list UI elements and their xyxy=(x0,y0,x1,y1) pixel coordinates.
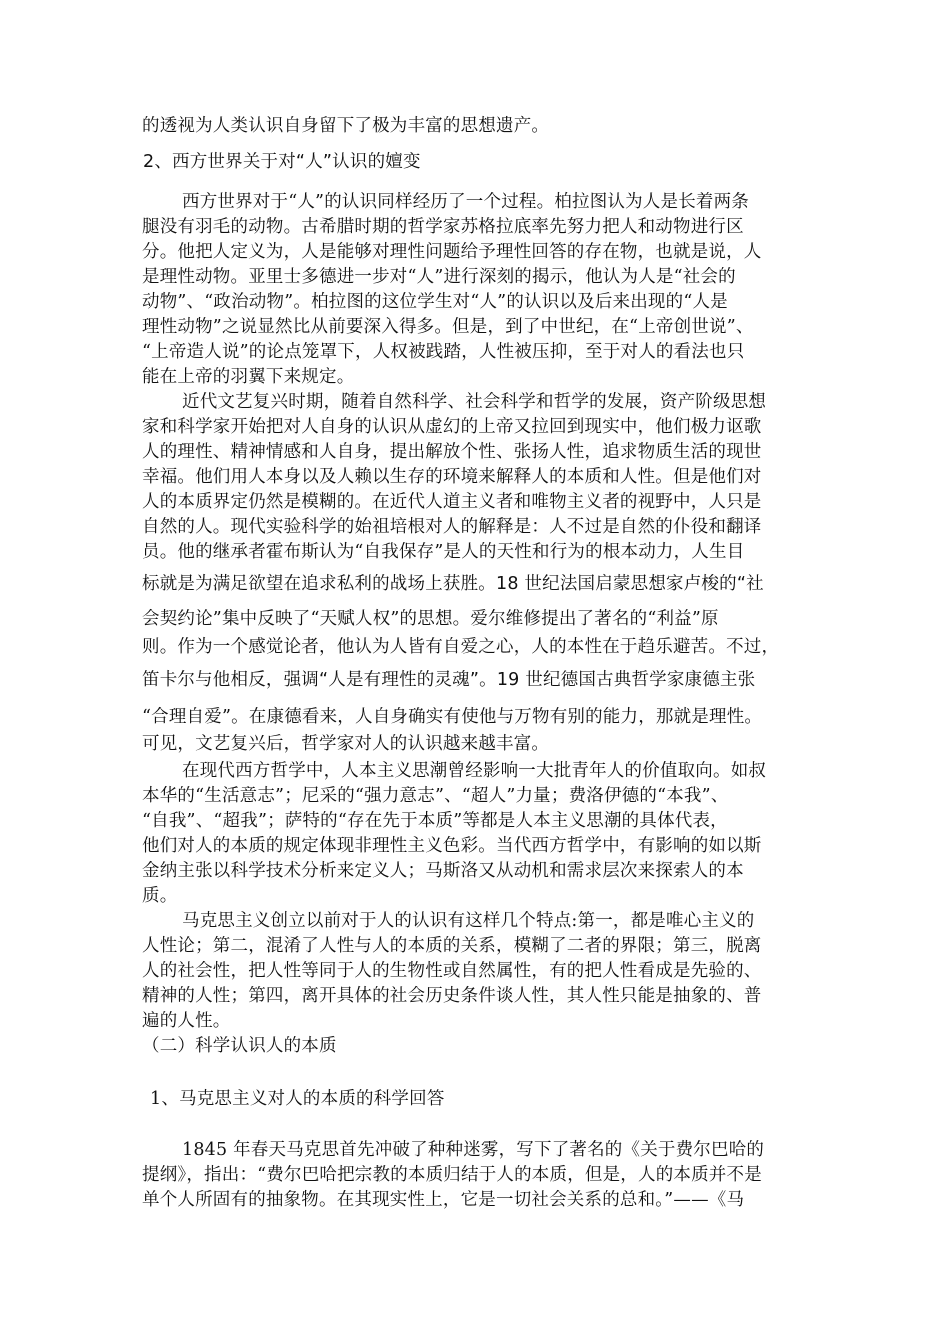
section-heading: （二）科学认识人的本质 xyxy=(142,1036,337,1056)
paragraph-line: 人性论；第二，混淆了人性与人的本质的关系，模糊了二者的界限；第三，脱离 xyxy=(142,936,762,956)
paragraph-line: 质。 xyxy=(142,886,178,906)
paragraph-line: 可见，文艺复兴后，哲学家对人的认识越来越丰富。 xyxy=(142,734,550,754)
paragraph-line: 单个人所固有的抽象物。在其现实性上，它是一切社会关系的总和。”——《马 xyxy=(142,1190,745,1210)
paragraph-line: 人的社会性，把人性等同于人的生物性或自然属性，有的把人性看成是先验的、 xyxy=(142,961,762,981)
paragraph-line: 则。作为一个感觉论者，他认为人皆有自爱之心，人的本性在于趋乐避苦。不过， xyxy=(142,637,780,657)
paragraph-line: 他们对人的本质的规定体现非理性主义色彩。当代西方哲学中，有影响的如以斯 xyxy=(142,836,762,856)
paragraph-line: “自我”、“超我”；萨特的“存在先于本质”等都是人本主义思潮的具体代表， xyxy=(142,811,728,831)
paragraph-line: 腿没有羽毛的动物。古希腊时期的哲学家苏格拉底率先努力把人和动物进行区 xyxy=(142,217,744,237)
paragraph-line: 人的理性、精神情感和人自身，提出解放个性、张扬人性，追求物质生活的现世 xyxy=(142,442,762,462)
paragraph-line: 近代文艺复兴时期，随着自然科学、社会科学和哲学的发展，资产阶级思想 xyxy=(182,392,767,412)
paragraph-line: 笛卡尔与他相反，强调“人是有理性的灵魂”。19 世纪德国古典哲学家康德主张 xyxy=(142,670,756,690)
paragraph-line: 会契约论”集中反映了“天赋人权”的思想。爱尔维修提出了著名的“利益”原 xyxy=(142,609,719,629)
paragraph-line: 金纳主张以科学技术分析来定义人；马斯洛又从动机和需求层次来探索人的本 xyxy=(142,861,744,881)
paragraph-line: 遍的人性。 xyxy=(142,1011,231,1031)
paragraph-line: 西方世界对于“人”的认识同样经历了一个过程。柏拉图认为人是长着两条 xyxy=(182,192,749,212)
paragraph-line: “合理自爱”。在康德看来，人自身确实有使他与万物有别的能力，那就是理性。 xyxy=(142,707,763,727)
paragraph-line: “上帝造人说”的论点笼罩下，人权被践踏，人性被压抑，至于对人的看法也只 xyxy=(142,342,745,362)
paragraph-line: 是理性动物。亚里士多德进一步对“人”进行深刻的揭示，他认为人是“社会的 xyxy=(142,267,736,287)
paragraph-line: 在现代西方哲学中，人本主义思潮曾经影响一大批青年人的价值取向。如叔 xyxy=(182,761,767,781)
paragraph-line: 自然的人。现代实验科学的始祖培根对人的解释是：人不过是自然的仆役和翻译 xyxy=(142,517,762,537)
paragraph-line: 动物”、“政治动物”。柏拉图的这位学生对“人”的认识以及后来出现的“人是 xyxy=(142,292,728,312)
paragraph-line: 人的本质界定仍然是模糊的。在近代人道主义者和唯物主义者的视野中，人只是 xyxy=(142,492,762,512)
paragraph-line: 马克思主义创立以前对于人的认识有这样几个特点:第一，都是唯心主义的 xyxy=(182,911,755,931)
paragraph-line: 的透视为人类认识自身留下了极为丰富的思想遗产。 xyxy=(142,116,550,136)
paragraph-line: 精神的人性；第四，离开具体的社会历史条件谈人性，其人性只能是抽象的、普 xyxy=(142,986,762,1006)
paragraph-line: 本华的“生活意志”；尼采的“强力意志”、“超人”力量；费洛伊德的“本我”、 xyxy=(142,786,729,806)
section-heading: 2、西方世界关于对“人”认识的嬗变 xyxy=(143,152,421,172)
paragraph-line: 分。他把人定义为，人是能够对理性问题给予理性回答的存在物，也就是说，人 xyxy=(142,242,762,262)
paragraph-line: 理性动物”之说显然比从前要深入得多。但是，到了中世纪，在“上帝创世说”、 xyxy=(142,317,754,337)
paragraph-line: 幸福。他们用人本身以及人赖以生存的环境来解释人的本质和人性。但是他们对 xyxy=(142,467,762,487)
subsection-heading: 1、马克思主义对人的本质的科学回答 xyxy=(150,1089,445,1109)
paragraph-line: 1845 年春天马克思首先冲破了种种迷雾，写下了著名的《关于费尔巴哈的 xyxy=(182,1140,765,1160)
paragraph-line: 家和科学家开始把对人自身的认识从虚幻的上帝又拉回到现实中，他们极力讴歌 xyxy=(142,417,762,437)
paragraph-line: 标就是为满足欲望在追求私利的战场上获胜。18 世纪法国启蒙思想家卢梭的“社 xyxy=(142,574,764,594)
paragraph-line: 员。他的继承者霍布斯认为“自我保存”是人的天性和行为的根本动力，人生目 xyxy=(142,542,745,562)
paragraph-line: 能在上帝的羽翼下来规定。 xyxy=(142,367,355,387)
paragraph-line: 提纲》，指出：“费尔巴哈把宗教的本质归结于人的本质，但是，人的本质并不是 xyxy=(142,1165,762,1185)
